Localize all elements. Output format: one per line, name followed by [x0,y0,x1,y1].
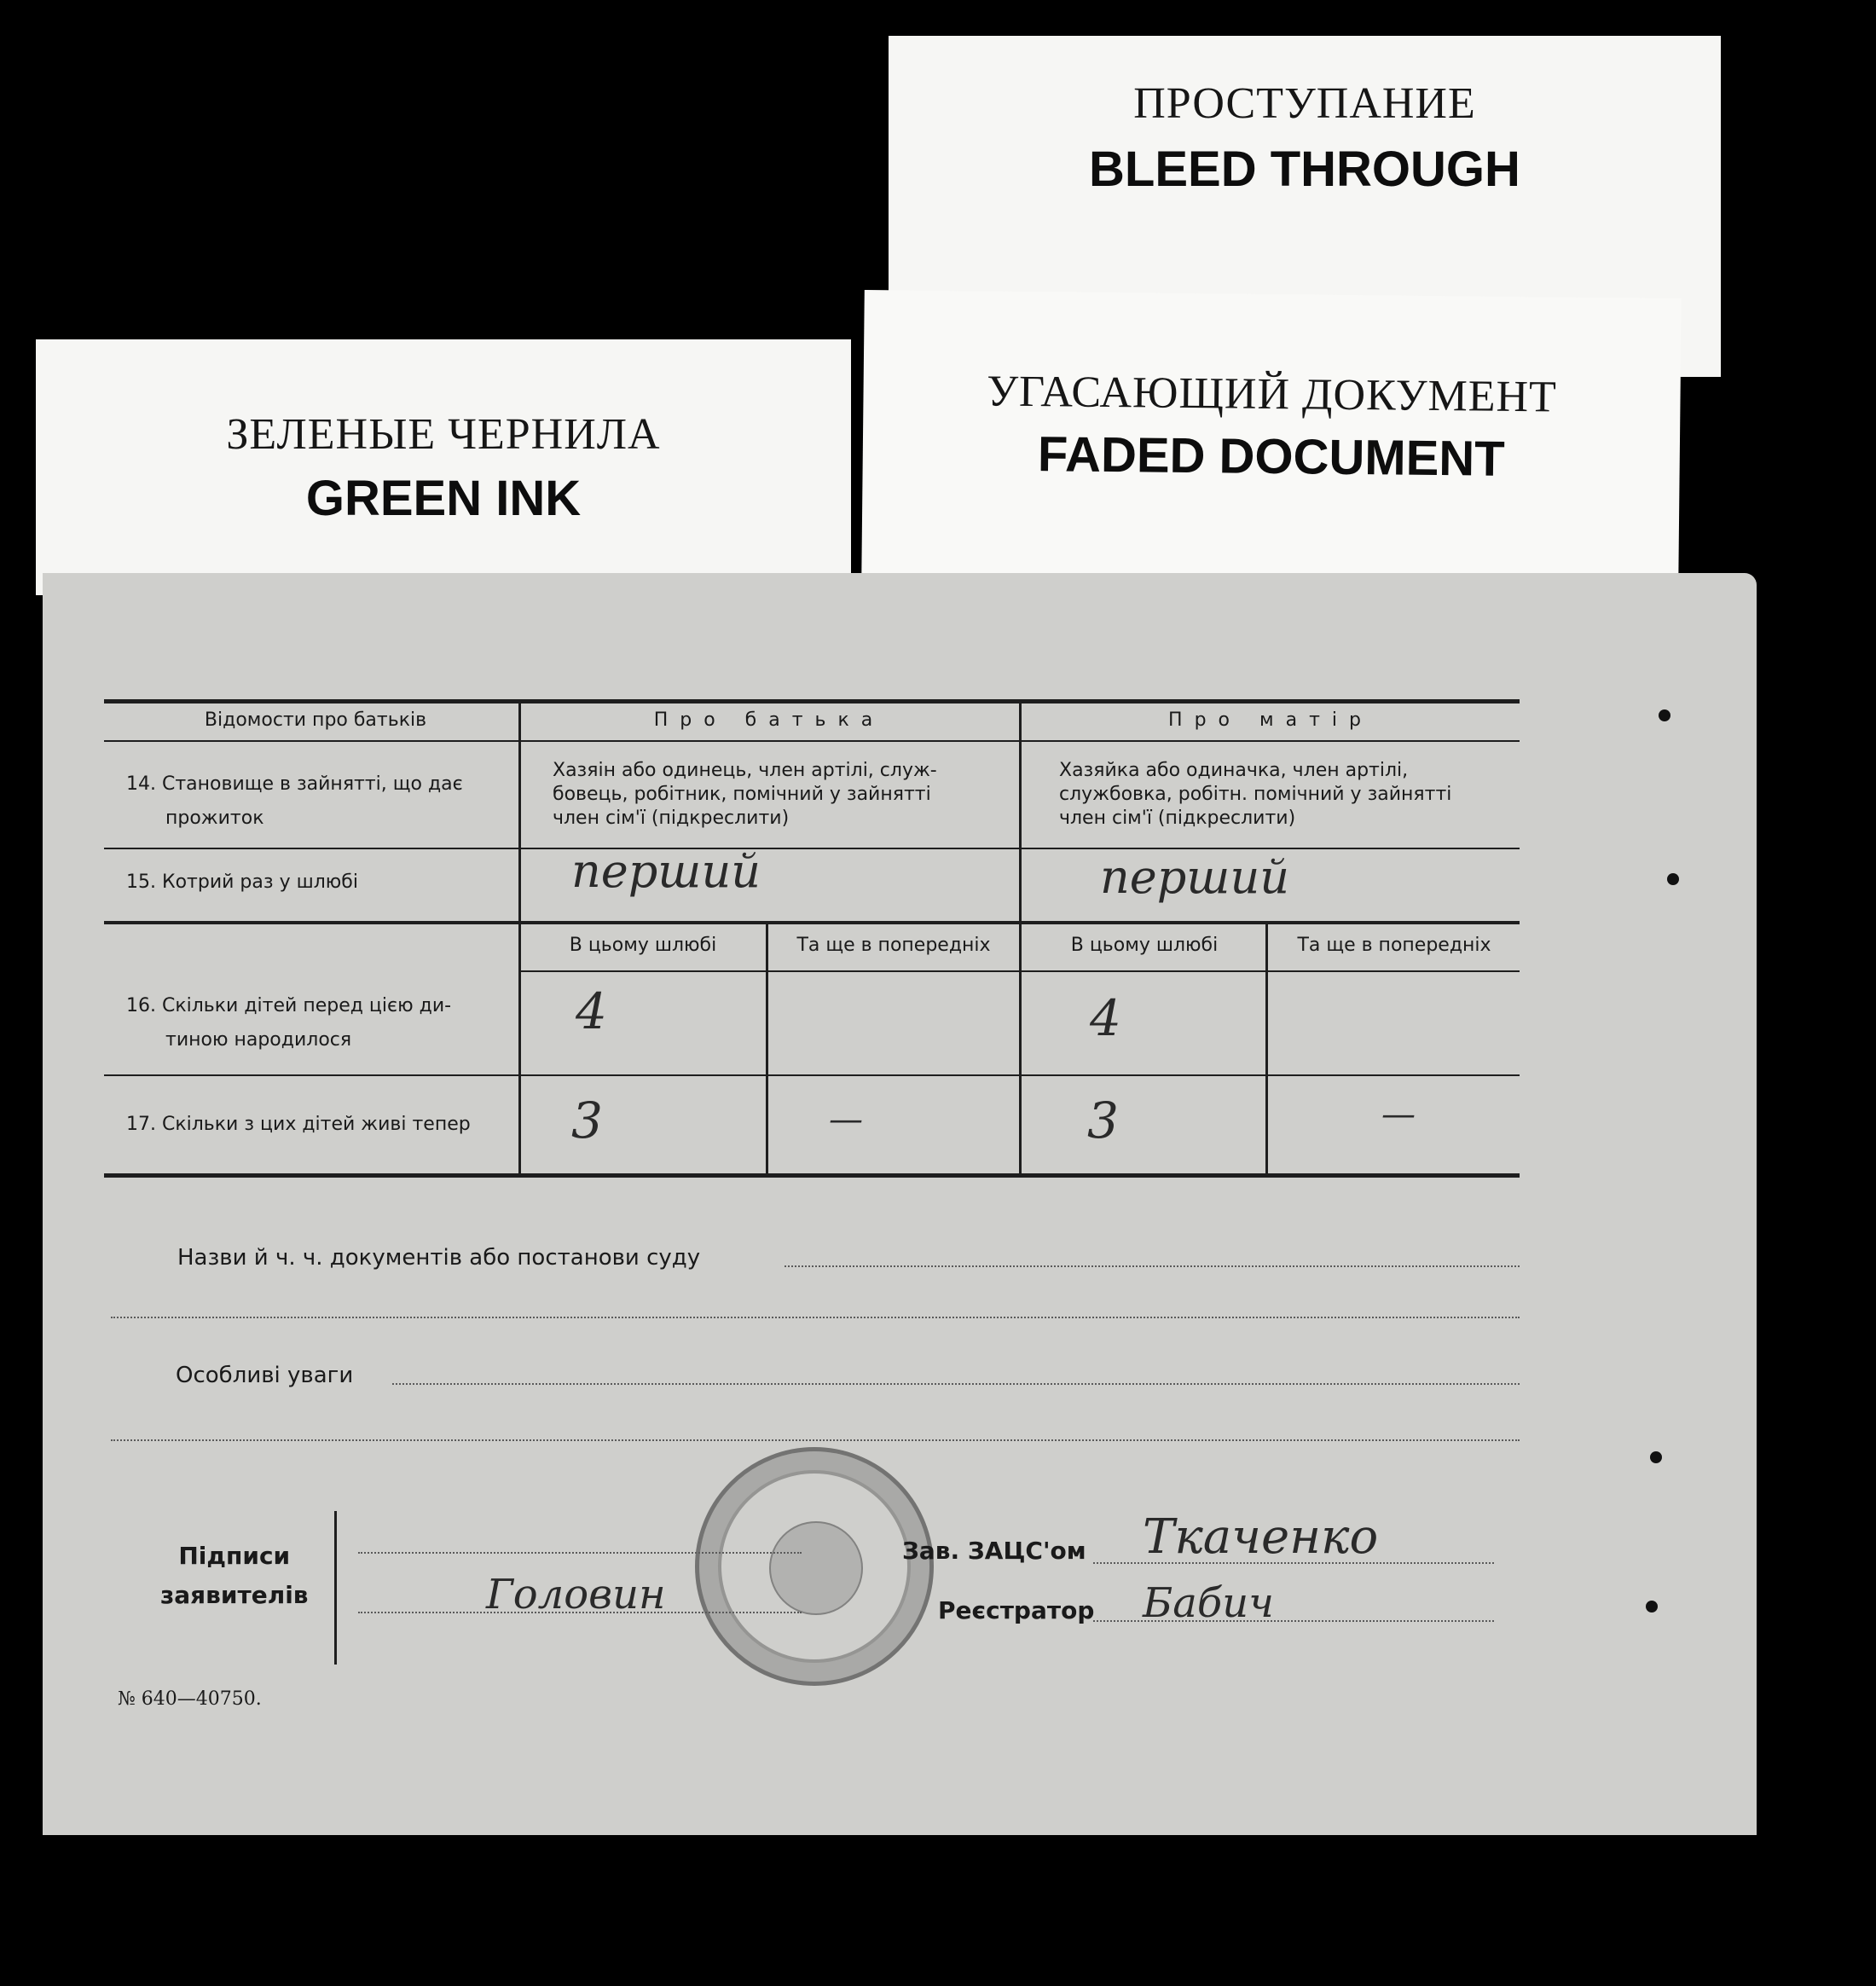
registrar-signature: Бабич [1143,1579,1274,1627]
subheader-mother-this: В цьому шлюбі [1070,935,1219,956]
applicant-signature: Головин [486,1571,666,1618]
column-heading-father: Про батька [653,709,885,731]
row17-label: 17. Скільки з цих дітей живі тепер [126,1114,471,1135]
label-card-green-ink [36,339,851,595]
binder-hole [1659,709,1670,721]
documents-label: Назви й ч. ч. документів або постанови суду [177,1245,701,1271]
signatures-label: Підписи заявителів [160,1542,309,1609]
card-title-en: GREEN INK [305,471,582,526]
row15-label: 15. Котрий раз у шлюбі [126,871,358,893]
binder-hole [1646,1601,1658,1613]
row17-mother-this: 3 [1087,1091,1119,1149]
registrar-label: Реєстратор [938,1596,1095,1624]
card-title-ru: ЗЕЛЕНЫЕ ЧЕРНИЛА [226,410,661,459]
official-stamp [695,1447,934,1686]
column-heading-mother: Про матір [1168,709,1373,731]
notes-label: Особливі уваги [176,1363,354,1388]
card-title-en: FADED DOCUMENT [1037,426,1506,487]
row15-father-value: перший [571,844,761,898]
record-form [43,573,1757,1835]
row14-label: 14. Становище в зайнятті, що дає прожиток [126,773,463,829]
row14-mother-options: Хазяйка або одиначка, член артілі, службовка, робітн. помічний у зайнятті член сім'ї (підкреслити) [1059,760,1452,829]
label-card-faded-document [861,290,1682,588]
row17-father-this: 3 [571,1091,603,1149]
row16-mother-this: 4 [1090,989,1121,1047]
row17-father-previous: — [829,1100,863,1139]
subheader-father-previous: Та ще в попередніх [796,935,991,956]
row15-mother-value: перший [1100,850,1290,904]
row14-father-options: Хазяін або одинець, член артілі, служ- бовець, робітник, помічний у зайнятті член сім'ї (підкреслити) [553,760,937,829]
row16-label: 16. Скільки дітей перед цією ди- тиною народилося [126,995,452,1051]
card-title-en: BLEED THROUGH [1089,142,1520,197]
column-heading-parents: Відомости про батьків [204,709,427,731]
row17-mother-previous: — [1381,1095,1416,1134]
binder-hole [1650,1451,1662,1463]
subheader-father-this: В цьому шлюбі [569,935,717,956]
subheader-mother-previous: Та ще в попередніх [1297,935,1491,956]
card-title-ru: ПРОСТУПАНИЕ [1133,79,1476,128]
card-title-ru: УГАСАЮЩИЙ ДОКУМЕНТ [986,367,1558,422]
form-number: № 640—40750. [118,1688,262,1710]
row16-father-this: 4 [576,982,607,1040]
head-label: Зав. ЗАЦС'ом [902,1537,1086,1565]
binder-hole [1667,873,1679,885]
head-signature: Ткаченко [1143,1509,1379,1565]
